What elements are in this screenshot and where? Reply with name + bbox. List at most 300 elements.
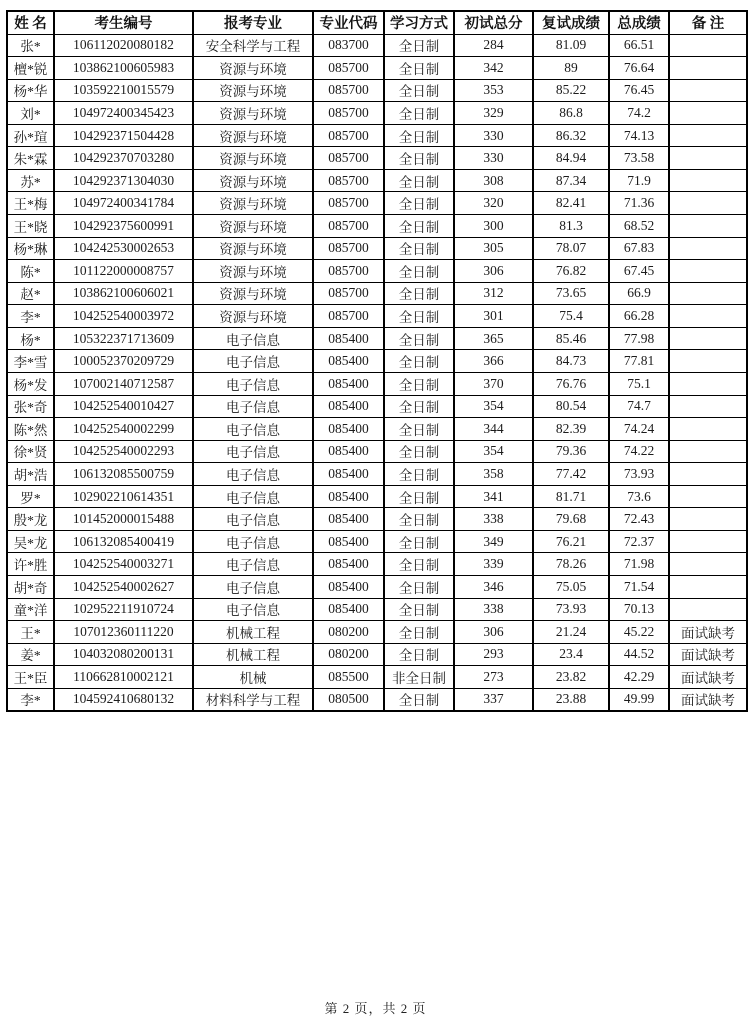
cell-study-mode: 非全日制: [384, 666, 454, 689]
cell-initial-score: 344: [454, 418, 533, 441]
cell-initial-score: 330: [454, 124, 533, 147]
table-row: [7, 598, 747, 621]
cell-candidate-id: 100052370209729: [54, 350, 193, 373]
cell-study-mode: 全日制: [384, 418, 454, 441]
cell-name: 孙*瑄: [7, 124, 54, 147]
cell-major: 机械工程: [193, 621, 313, 644]
cell-study-mode: 全日制: [384, 102, 454, 125]
cell-study-mode: 全日制: [384, 305, 454, 328]
cell-initial-score: 312: [454, 282, 533, 305]
table-row: [7, 169, 747, 192]
cell-name: 杨*琳: [7, 237, 54, 260]
cell-initial-score: 320: [454, 192, 533, 215]
cell-major: 资源与环境: [193, 147, 313, 170]
cell-name: 苏*: [7, 169, 54, 192]
table-row: [7, 237, 747, 260]
table-row: [7, 102, 747, 125]
cell-major: 电子信息: [193, 395, 313, 418]
col-header-name: 姓 名: [7, 11, 54, 34]
table-row: [7, 372, 747, 395]
cell-major-code: 085400: [313, 508, 384, 531]
cell-retest-score: 76.82: [533, 260, 609, 283]
cell-study-mode: 全日制: [384, 237, 454, 260]
cell-total-score: 71.36: [609, 192, 669, 215]
table-row: [7, 553, 747, 576]
cell-total-score: 44.52: [609, 643, 669, 666]
cell-remark: [669, 102, 747, 125]
cell-remark: 面试缺考: [669, 621, 747, 644]
cell-name: 殷*龙: [7, 508, 54, 531]
table-row: [7, 79, 747, 102]
cell-remark: 面试缺考: [669, 688, 747, 711]
cell-study-mode: 全日制: [384, 34, 454, 57]
cell-study-mode: 全日制: [384, 79, 454, 102]
cell-major-code: 080500: [313, 688, 384, 711]
cell-candidate-id: 104242530002653: [54, 237, 193, 260]
cell-retest-score: 73.65: [533, 282, 609, 305]
cell-retest-score: 79.68: [533, 508, 609, 531]
cell-retest-score: 86.8: [533, 102, 609, 125]
cell-major: 电子信息: [193, 530, 313, 553]
cell-major: 电子信息: [193, 576, 313, 599]
cell-name: 刘*: [7, 102, 54, 125]
cell-total-score: 67.45: [609, 260, 669, 283]
cell-candidate-id: 104252540003972: [54, 305, 193, 328]
cell-candidate-id: 106132085500759: [54, 463, 193, 486]
cell-initial-score: 337: [454, 688, 533, 711]
cell-study-mode: 全日制: [384, 124, 454, 147]
cell-total-score: 76.64: [609, 57, 669, 80]
cell-major: 电子信息: [193, 372, 313, 395]
cell-name: 王*臣: [7, 666, 54, 689]
cell-remark: [669, 530, 747, 553]
table-row: [7, 576, 747, 599]
cell-candidate-id: 107012360111220: [54, 621, 193, 644]
cell-study-mode: 全日制: [384, 688, 454, 711]
cell-initial-score: 329: [454, 102, 533, 125]
cell-total-score: 49.99: [609, 688, 669, 711]
cell-initial-score: 306: [454, 621, 533, 644]
cell-retest-score: 81.09: [533, 34, 609, 57]
cell-candidate-id: 102952211910724: [54, 598, 193, 621]
cell-study-mode: 全日制: [384, 372, 454, 395]
table-row: [7, 395, 747, 418]
cell-total-score: 71.9: [609, 169, 669, 192]
cell-study-mode: 全日制: [384, 215, 454, 238]
cell-major-code: 085400: [313, 553, 384, 576]
table-row: [7, 666, 747, 689]
cell-major-code: 085400: [313, 485, 384, 508]
cell-name: 胡*奇: [7, 576, 54, 599]
cell-retest-score: 87.34: [533, 169, 609, 192]
col-header-study-mode: 学习方式: [384, 11, 454, 34]
cell-study-mode: 全日制: [384, 327, 454, 350]
cell-candidate-id: 107002140712587: [54, 372, 193, 395]
cell-remark: [669, 305, 747, 328]
cell-major-code: 085700: [313, 124, 384, 147]
cell-total-score: 70.13: [609, 598, 669, 621]
cell-major: 资源与环境: [193, 305, 313, 328]
cell-major-code: 085400: [313, 395, 384, 418]
cell-major: 电子信息: [193, 440, 313, 463]
cell-study-mode: 全日制: [384, 350, 454, 373]
cell-candidate-id: 110662810002121: [54, 666, 193, 689]
table-row: [7, 463, 747, 486]
cell-total-score: 73.93: [609, 463, 669, 486]
cell-name: 杨*发: [7, 372, 54, 395]
table-row: [7, 530, 747, 553]
table-body: [7, 34, 747, 711]
cell-major: 电子信息: [193, 598, 313, 621]
cell-remark: [669, 350, 747, 373]
cell-name: 朱*霖: [7, 147, 54, 170]
table-row: [7, 57, 747, 80]
cell-name: 李*雪: [7, 350, 54, 373]
cell-candidate-id: 106132085400419: [54, 530, 193, 553]
cell-total-score: 74.2: [609, 102, 669, 125]
cell-name: 陈*然: [7, 418, 54, 441]
cell-major-code: 085400: [313, 418, 384, 441]
cell-retest-score: 76.21: [533, 530, 609, 553]
cell-remark: [669, 553, 747, 576]
cell-total-score: 74.22: [609, 440, 669, 463]
cell-retest-score: 76.76: [533, 372, 609, 395]
cell-initial-score: 353: [454, 79, 533, 102]
cell-major: 机械: [193, 666, 313, 689]
cell-major: 资源与环境: [193, 57, 313, 80]
cell-name: 张*: [7, 34, 54, 57]
table-row: [7, 305, 747, 328]
cell-name: 赵*: [7, 282, 54, 305]
cell-total-score: 66.51: [609, 34, 669, 57]
cell-total-score: 66.28: [609, 305, 669, 328]
cell-remark: [669, 598, 747, 621]
table-row: [7, 688, 747, 711]
cell-name: 王*梅: [7, 192, 54, 215]
cell-candidate-id: 104292371504428: [54, 124, 193, 147]
cell-major: 电子信息: [193, 327, 313, 350]
cell-initial-score: 349: [454, 530, 533, 553]
cell-total-score: 75.1: [609, 372, 669, 395]
cell-name: 童*洋: [7, 598, 54, 621]
cell-remark: [669, 463, 747, 486]
cell-study-mode: 全日制: [384, 553, 454, 576]
cell-study-mode: 全日制: [384, 192, 454, 215]
table-row: [7, 350, 747, 373]
cell-name: 徐*贤: [7, 440, 54, 463]
cell-candidate-id: 104252540002299: [54, 418, 193, 441]
cell-candidate-id: 104252540010427: [54, 395, 193, 418]
cell-remark: 面试缺考: [669, 643, 747, 666]
cell-candidate-id: 105322371713609: [54, 327, 193, 350]
cell-retest-score: 23.82: [533, 666, 609, 689]
cell-retest-score: 77.42: [533, 463, 609, 486]
cell-retest-score: 80.54: [533, 395, 609, 418]
cell-candidate-id: 104592410680132: [54, 688, 193, 711]
cell-study-mode: 全日制: [384, 643, 454, 666]
cell-remark: [669, 372, 747, 395]
cell-major-code: 085700: [313, 57, 384, 80]
table-row: [7, 440, 747, 463]
cell-initial-score: 370: [454, 372, 533, 395]
cell-study-mode: 全日制: [384, 463, 454, 486]
cell-major: 资源与环境: [193, 79, 313, 102]
cell-retest-score: 79.36: [533, 440, 609, 463]
cell-initial-score: 342: [454, 57, 533, 80]
table-row: [7, 508, 747, 531]
cell-major-code: 085400: [313, 598, 384, 621]
cell-retest-score: 89: [533, 57, 609, 80]
cell-major-code: 085400: [313, 440, 384, 463]
table-row: [7, 643, 747, 666]
cell-study-mode: 全日制: [384, 576, 454, 599]
cell-total-score: 45.22: [609, 621, 669, 644]
cell-major: 机械工程: [193, 643, 313, 666]
cell-study-mode: 全日制: [384, 598, 454, 621]
cell-initial-score: 341: [454, 485, 533, 508]
cell-total-score: 72.37: [609, 530, 669, 553]
cell-candidate-id: 104252540003271: [54, 553, 193, 576]
cell-total-score: 73.6: [609, 485, 669, 508]
cell-remark: [669, 282, 747, 305]
cell-total-score: 71.54: [609, 576, 669, 599]
cell-initial-score: 346: [454, 576, 533, 599]
cell-initial-score: 339: [454, 553, 533, 576]
cell-candidate-id: 104292371304030: [54, 169, 193, 192]
cell-total-score: 74.13: [609, 124, 669, 147]
cell-major: 资源与环境: [193, 215, 313, 238]
cell-retest-score: 78.07: [533, 237, 609, 260]
cell-remark: [669, 576, 747, 599]
cell-total-score: 77.81: [609, 350, 669, 373]
cell-retest-score: 85.46: [533, 327, 609, 350]
cell-candidate-id: 104292375600991: [54, 215, 193, 238]
cell-retest-score: 84.73: [533, 350, 609, 373]
col-header-major-code: 专业代码: [313, 11, 384, 34]
cell-initial-score: 306: [454, 260, 533, 283]
cell-initial-score: 284: [454, 34, 533, 57]
cell-total-score: 42.29: [609, 666, 669, 689]
cell-remark: [669, 34, 747, 57]
cell-study-mode: 全日制: [384, 440, 454, 463]
cell-major-code: 085500: [313, 666, 384, 689]
cell-remark: [669, 169, 747, 192]
cell-remark: [669, 79, 747, 102]
cell-remark: [669, 260, 747, 283]
cell-major: 安全科学与工程: [193, 34, 313, 57]
cell-candidate-id: 101452000015488: [54, 508, 193, 531]
cell-major-code: 080200: [313, 621, 384, 644]
cell-name: 王*: [7, 621, 54, 644]
cell-major: 资源与环境: [193, 169, 313, 192]
cell-total-score: 72.43: [609, 508, 669, 531]
cell-study-mode: 全日制: [384, 395, 454, 418]
cell-remark: [669, 395, 747, 418]
cell-candidate-id: 104032080200131: [54, 643, 193, 666]
table-row: [7, 327, 747, 350]
cell-major-code: 085700: [313, 169, 384, 192]
cell-remark: [669, 418, 747, 441]
cell-major-code: 085700: [313, 282, 384, 305]
cell-initial-score: 366: [454, 350, 533, 373]
cell-initial-score: 354: [454, 440, 533, 463]
cell-study-mode: 全日制: [384, 260, 454, 283]
cell-total-score: 73.58: [609, 147, 669, 170]
cell-remark: [669, 237, 747, 260]
cell-remark: [669, 215, 747, 238]
cell-major-code: 085700: [313, 260, 384, 283]
cell-major-code: 085700: [313, 192, 384, 215]
table-row: [7, 485, 747, 508]
cell-retest-score: 21.24: [533, 621, 609, 644]
cell-initial-score: 330: [454, 147, 533, 170]
cell-candidate-id: 104972400345423: [54, 102, 193, 125]
cell-remark: [669, 147, 747, 170]
cell-remark: [669, 192, 747, 215]
cell-candidate-id: 104252540002627: [54, 576, 193, 599]
cell-major-code: 085400: [313, 463, 384, 486]
cell-remark: [669, 57, 747, 80]
cell-major-code: 085700: [313, 237, 384, 260]
cell-major-code: 085700: [313, 102, 384, 125]
cell-initial-score: 305: [454, 237, 533, 260]
cell-name: 张*奇: [7, 395, 54, 418]
cell-major: 资源与环境: [193, 102, 313, 125]
cell-major-code: 080200: [313, 643, 384, 666]
cell-major-code: 085400: [313, 372, 384, 395]
table-row: [7, 282, 747, 305]
cell-retest-score: 81.3: [533, 215, 609, 238]
cell-remark: [669, 485, 747, 508]
cell-major: 资源与环境: [193, 124, 313, 147]
cell-candidate-id: 101122000008757: [54, 260, 193, 283]
col-header-remark: 备 注: [669, 11, 747, 34]
cell-retest-score: 78.26: [533, 553, 609, 576]
cell-remark: [669, 327, 747, 350]
cell-candidate-id: 106112020080182: [54, 34, 193, 57]
cell-retest-score: 86.32: [533, 124, 609, 147]
cell-major: 资源与环境: [193, 260, 313, 283]
cell-study-mode: 全日制: [384, 169, 454, 192]
cell-name: 王*晓: [7, 215, 54, 238]
cell-major: 资源与环境: [193, 237, 313, 260]
cell-name: 杨*华: [7, 79, 54, 102]
col-header-initial-score: 初试总分: [454, 11, 533, 34]
cell-major-code: 085700: [313, 215, 384, 238]
cell-candidate-id: 102902210614351: [54, 485, 193, 508]
cell-retest-score: 23.88: [533, 688, 609, 711]
cell-total-score: 66.9: [609, 282, 669, 305]
cell-retest-score: 81.71: [533, 485, 609, 508]
cell-study-mode: 全日制: [384, 57, 454, 80]
table-row: [7, 215, 747, 238]
table-row: [7, 192, 747, 215]
cell-total-score: 67.83: [609, 237, 669, 260]
admission-score-table: [6, 10, 748, 712]
cell-candidate-id: 104972400341784: [54, 192, 193, 215]
cell-study-mode: 全日制: [384, 508, 454, 531]
page-footer: 第 2 页，共 2 页: [324, 1001, 427, 1016]
cell-name: 姜*: [7, 643, 54, 666]
cell-remark: [669, 440, 747, 463]
cell-name: 李*: [7, 305, 54, 328]
col-header-candidate-id: 考生编号: [54, 11, 193, 34]
cell-major-code: 085700: [313, 79, 384, 102]
cell-retest-score: 82.39: [533, 418, 609, 441]
cell-candidate-id: 104292370703280: [54, 147, 193, 170]
cell-name: 胡*浩: [7, 463, 54, 486]
cell-total-score: 77.98: [609, 327, 669, 350]
cell-retest-score: 84.94: [533, 147, 609, 170]
cell-candidate-id: 103592210015579: [54, 79, 193, 102]
cell-name: 陈*: [7, 260, 54, 283]
cell-major: 电子信息: [193, 463, 313, 486]
table-header-row: [7, 11, 747, 34]
cell-total-score: 68.52: [609, 215, 669, 238]
cell-study-mode: 全日制: [384, 485, 454, 508]
cell-name: 罗*: [7, 485, 54, 508]
cell-study-mode: 全日制: [384, 621, 454, 644]
cell-total-score: 71.98: [609, 553, 669, 576]
cell-major: 材料科学与工程: [193, 688, 313, 711]
cell-initial-score: 338: [454, 508, 533, 531]
cell-retest-score: 75.05: [533, 576, 609, 599]
cell-major-code: 085400: [313, 350, 384, 373]
cell-remark: [669, 508, 747, 531]
cell-retest-score: 85.22: [533, 79, 609, 102]
cell-major: 电子信息: [193, 350, 313, 373]
cell-total-score: 76.45: [609, 79, 669, 102]
cell-major: 电子信息: [193, 508, 313, 531]
col-header-total-score: 总成绩: [609, 11, 669, 34]
cell-name: 许*胜: [7, 553, 54, 576]
cell-total-score: 74.24: [609, 418, 669, 441]
table-row: [7, 418, 747, 441]
cell-name: 李*: [7, 688, 54, 711]
cell-study-mode: 全日制: [384, 282, 454, 305]
cell-major: 电子信息: [193, 485, 313, 508]
cell-retest-score: 73.93: [533, 598, 609, 621]
cell-major-code: 083700: [313, 34, 384, 57]
col-header-major: 报考专业: [193, 11, 313, 34]
cell-study-mode: 全日制: [384, 530, 454, 553]
cell-name: 吴*龙: [7, 530, 54, 553]
cell-initial-score: 293: [454, 643, 533, 666]
cell-study-mode: 全日制: [384, 147, 454, 170]
cell-initial-score: 354: [454, 395, 533, 418]
cell-initial-score: 338: [454, 598, 533, 621]
cell-candidate-id: 103862100605983: [54, 57, 193, 80]
table-row: [7, 621, 747, 644]
col-header-retest-score: 复试成绩: [533, 11, 609, 34]
cell-major-code: 085400: [313, 327, 384, 350]
cell-remark: [669, 124, 747, 147]
cell-major: 资源与环境: [193, 192, 313, 215]
cell-initial-score: 308: [454, 169, 533, 192]
table-row: [7, 124, 747, 147]
table-row: [7, 260, 747, 283]
cell-initial-score: 365: [454, 327, 533, 350]
cell-total-score: 74.7: [609, 395, 669, 418]
cell-initial-score: 300: [454, 215, 533, 238]
table-row: [7, 34, 747, 57]
cell-retest-score: 82.41: [533, 192, 609, 215]
cell-major-code: 085400: [313, 530, 384, 553]
cell-major: 电子信息: [193, 553, 313, 576]
cell-initial-score: 301: [454, 305, 533, 328]
cell-candidate-id: 104252540002293: [54, 440, 193, 463]
cell-major-code: 085700: [313, 147, 384, 170]
